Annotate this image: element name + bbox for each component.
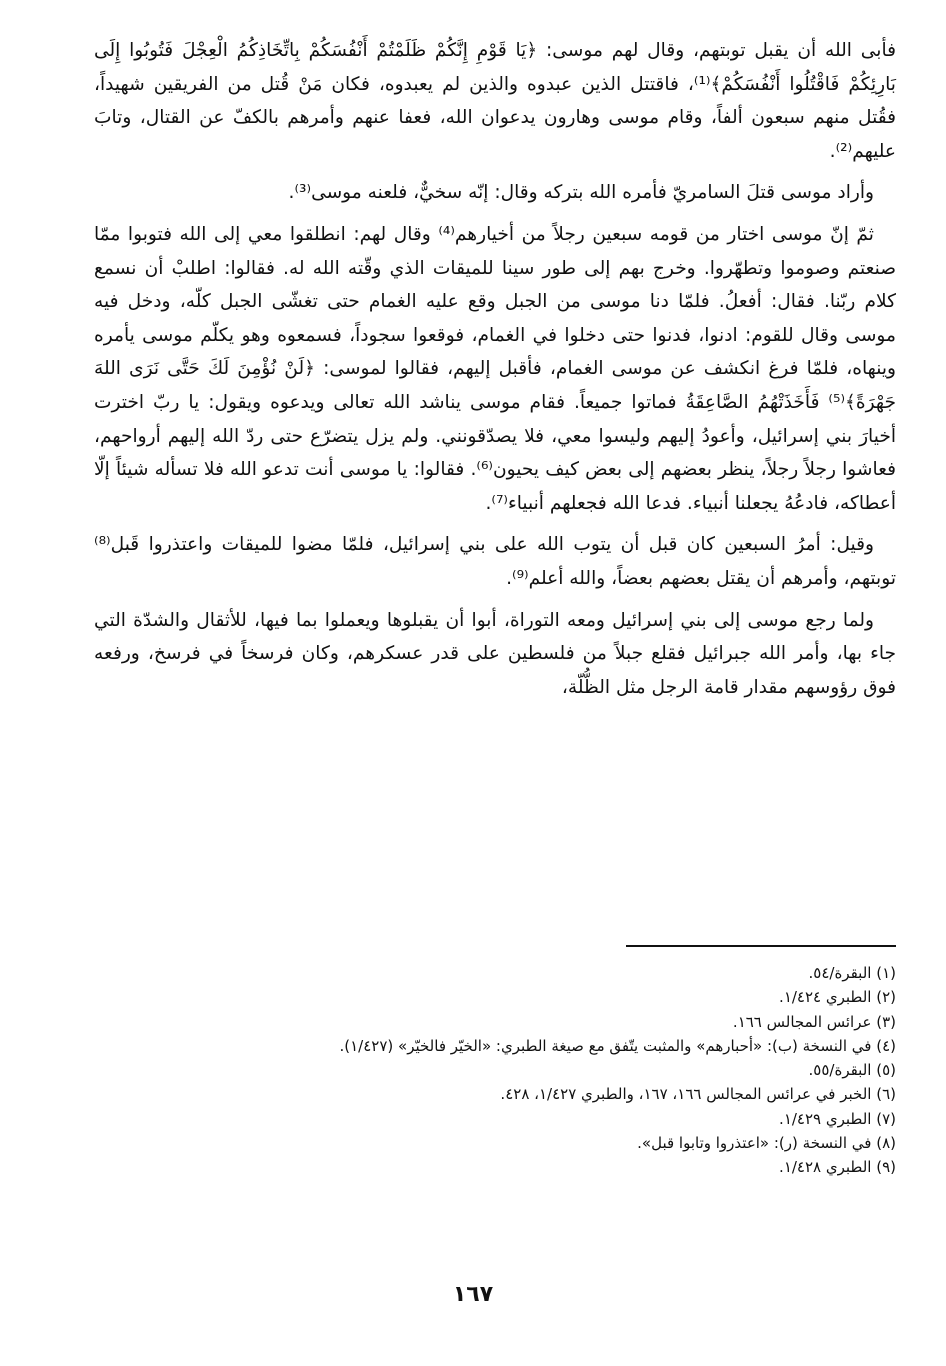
main-text bbox=[94, 34, 896, 712]
paragraph-1: فأبى الله أن يقبل توبتهم، وقال لهم موسى: ﴿يَا قَوْمِ إِنَّكُمْ ظَلَمْتُمْ أَنْفُسَكُمْ بِاتِّخَاذِكُمُ الْعِجْلَ فَتُوبُوا إِلَى بَارِئِكُمْ فَاقْتُلُوا أَنْفُسَكُمْ﴾⁽¹⁾، فاقتتل الذين عبدوه والذين لم يعبدوه، فكان مَنْ قُتل من الفريقين شهيداً، فقُتل منهم سبعون ألفاً، وقام موسى وهارون يدعوان الله، فعفا عنهم وأمرهم بالكفّ عن القتال، وتابَ عليهم⁽²⁾. bbox=[94, 40, 896, 162]
footnotes-list bbox=[94, 961, 896, 1180]
footnote-item: (٧) الطبري ١/٤٢٩. bbox=[779, 1109, 896, 1128]
footnote-item: (٩) الطبري ١/٤٢٨. bbox=[779, 1158, 896, 1177]
footnote-item: (٥) البقرة/٥٥. bbox=[808, 1061, 896, 1080]
paragraph-2: وأراد موسى قتلَ السامريّ فأمره الله بتركه وقال: إنّه سخيٌّ، فلعنه موسى⁽³⁾. bbox=[288, 182, 874, 204]
footnote-item: (١) البقرة/٥٤. bbox=[808, 964, 896, 982]
paragraph-4: وقيل: أمرُ السبعين كان قبل أن يتوب الله على بني إسرائيل، فلمّا مضوا للميقات واعتذروا قَبل⁽⁸⁾ توبتهم، وأمرهم أن يقتل بعضهم بعضاً، والله أعلم⁽⁹⁾. bbox=[94, 534, 896, 589]
page-number: ١٦٧ bbox=[452, 1282, 494, 1307]
footnote-item: (٣) عرائس المجالس ١٦٦. bbox=[732, 1012, 896, 1031]
footnote-item: (٦) الخبر في عرائس المجالس ١٦٦، ١٦٧، والطبري ١/٤٢٧، ٤٢٨. bbox=[500, 1085, 896, 1104]
paragraph-3: ثمّ إنّ موسى اختار من قومه سبعين رجلاً من أخيارهم⁽⁴⁾ وقال لهم: انطلقوا معي إلى الله فتوبوا ممّا صنعتم وصوموا وتطهّروا. وخرج بهم إلى طور سينا للميقات الذي وقّته الله له. فقالوا: اطلبْ أن نسمع كلام ربّنا. فقال: أفعلُ. فلمّا دنا موسى من الجبل وقع عليه الغمام حتى تغشّى الجبل كلّه، ودخل فيه موسى وقال للقوم: ادنوا، فدنوا حتى دخلوا في الغمام، فوقعوا سجوداً، فسمعوه وهو يكلّم موسى يأمره وينهاه، فلمّا فرغ انكشف عن موسى الغمام، فأقبل إليهم، فقالوا لموسى: ﴿لَنْ نُؤْمِنَ لَكَ حَتَّى نَرَى اللهَ جَهْرَةً﴾⁽⁵⁾ فَأَخَذَتْهُمُ الصَّاعِقَةُ فماتوا جميعاً. فقام موسى يناشد الله تعالى ويدعوه ويقول: يا ربّ اخترت أخيارَ بني إسرائيل، وأعودُ إليهم وليسوا معي، فلا يصدّقونني. ولم يزل يتضرّع حتى ردّ الله إليهم أرواحهم، فعاشوا رجلاً رجلاً، ينظر بعضهم إلى بعض كيف يحيون⁽⁶⁾. فقالوا: يا موسى أنت تدعو الله فلا تسأله شيئاً إلّا أعطاكه، فادعُهُ يجعلنا أنبياء. فدعا الله فجعلهم أنبياء⁽⁷⁾. bbox=[94, 223, 897, 514]
footnote-item: (٤) في النسخة (ب): «أحبارهم» والمثبت يتّفق مع صيغة الطبري: «الخيّر فالخيّر» (١/٤٢٧). bbox=[339, 1036, 896, 1055]
footnote-divider bbox=[626, 945, 896, 947]
footnote-item: (٨) في النسخة (ر): «اعتذروا وتابوا قبل». bbox=[637, 1134, 896, 1153]
footnote-item: (٢) الطبري ١/٤٢٤. bbox=[779, 988, 896, 1007]
paragraph-5: ولما رجع موسى إلى بني إسرائيل ومعه التوراة، أبوا أن يقبلوها ويعملوا بما فيها، للأثقال والشدّة التي جاء بها، وأمر الله جبرائيل فقلع جبلاً من فلسطين على قدر عسكرهم، وكان فرسخاً في فرسخ، ورفعه فوق رؤوسهم مقدار قامة الرجل مثل الظُّلّة، bbox=[94, 609, 896, 698]
